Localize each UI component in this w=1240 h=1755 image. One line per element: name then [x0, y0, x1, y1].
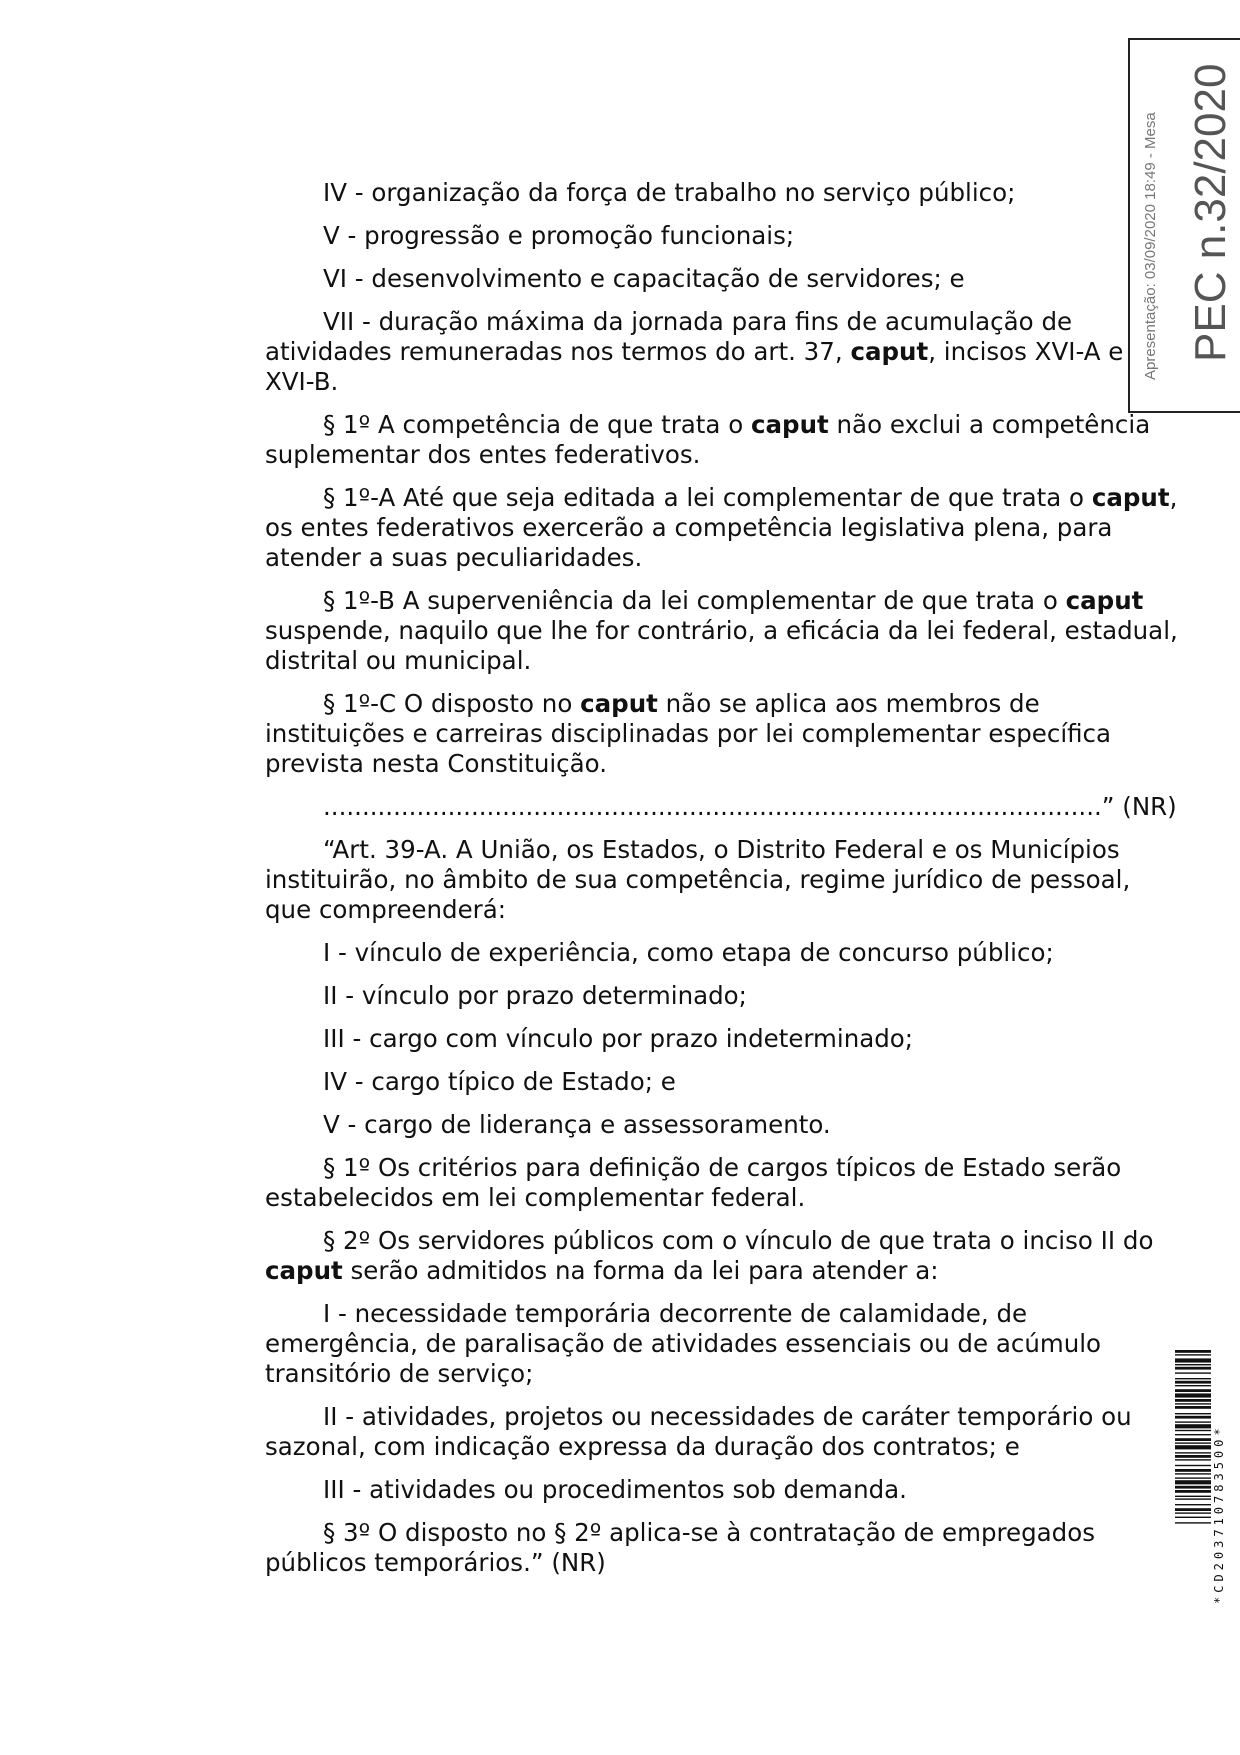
- bold-term: caput: [750, 410, 829, 439]
- barcode-bar: [1175, 1403, 1211, 1404]
- barcode-bar: [1175, 1372, 1211, 1373]
- barcode-bar: [1175, 1498, 1211, 1499]
- barcode-bar: [1175, 1469, 1211, 1472]
- barcode-bar: [1175, 1508, 1211, 1511]
- barcode-bar: [1175, 1496, 1211, 1497]
- barcode-bar: [1175, 1354, 1211, 1355]
- barcode-bar: [1175, 1350, 1211, 1353]
- barcode: [1175, 1350, 1211, 1602]
- paragraph: III - atividades ou procedimentos sob demanda.: [323, 1475, 907, 1504]
- bold-term: caput: [1065, 586, 1144, 615]
- paragraph: “Art. 39-A. A União, os Estados, o Distrito Federal e os Municípios instituirão, no âmbito de sua competência, regime jurídico de pessoal, que compreenderá:: [265, 835, 1131, 924]
- barcode-bar: [1175, 1522, 1211, 1523]
- barcode-bar: [1175, 1490, 1211, 1493]
- barcode-bar: [1175, 1421, 1211, 1422]
- barcode-text: *CD203710783500*: [1212, 1424, 1226, 1604]
- paragraph: IV - organização da força de trabalho no serviço público;: [323, 178, 1016, 207]
- barcode-bar: [1175, 1416, 1211, 1419]
- barcode-bar: [1175, 1389, 1211, 1392]
- paragraph: § 1º-A Até que seja editada a lei complementar de que trata o caput, os entes federativos exercerão a competência legislativa plena, para atender a suas peculiaridades.: [265, 483, 1178, 572]
- barcode-bar: [1175, 1473, 1211, 1474]
- bold-term: caput: [1091, 483, 1170, 512]
- paragraph: IV - cargo típico de Estado; e: [323, 1067, 676, 1096]
- paragraph: II - vínculo por prazo determinado;: [323, 981, 747, 1010]
- paragraph: § 1º Os critérios para definição de cargos típicos de Estado serão estabelecidos em lei complementar federal.: [265, 1153, 1122, 1212]
- barcode-bar: [1175, 1452, 1211, 1453]
- paragraph: I - vínculo de experiência, como etapa de concurso público;: [323, 938, 1054, 967]
- bold-term: caput: [850, 337, 929, 366]
- barcode-bar: [1175, 1442, 1211, 1443]
- barcode-bar: [1175, 1480, 1211, 1484]
- ellipsis-paragraph: ....................................................................................................” (NR): [323, 792, 1177, 821]
- paragraph: V - progressão e promoção funcionais;: [323, 221, 795, 250]
- document-body: [265, 178, 1180, 1591]
- barcode-bar: [1175, 1381, 1211, 1384]
- bold-term: caput: [265, 1256, 343, 1285]
- barcode-bar: [1175, 1434, 1211, 1435]
- paragraph: I - necessidade temporária decorrente de calamidade, de emergência, de paralisação de atividades essenciais ou de acúmulo transitório de serviço;: [265, 1299, 1102, 1388]
- stamp-document-number: PEC n.32/2020: [1186, 63, 1235, 362]
- paragraph: § 1º-B A superveniência da lei complementar de que trata o caput suspende, naquilo que lhe for contrário, a eficácia da lei federal, estadual, distrital ou municipal.: [265, 586, 1178, 675]
- paragraph: VII - duração máxima da jornada para fins de acumulação de atividades remuneradas nos termos do art. 37, caput, incisos XVI-A e XVI-B.: [265, 307, 1124, 396]
- barcode-bar: [1175, 1378, 1211, 1379]
- barcode-bar: [1175, 1477, 1211, 1478]
- stamp-date-line: Apresentação: 03/09/2020 18:49 - Mesa: [1142, 112, 1159, 380]
- barcode-bar: [1175, 1364, 1211, 1365]
- paragraph: § 1º-C O disposto no caput não se aplica aos membros de instituições e carreiras disciplinadas por lei complementar específica prevista nesta Constituição.: [265, 689, 1112, 778]
- barcode-bar: [1175, 1406, 1211, 1409]
- barcode-bar: [1175, 1358, 1211, 1362]
- barcode-bar: [1175, 1430, 1211, 1431]
- barcode-bar: [1175, 1413, 1211, 1414]
- barcode-bar: [1175, 1465, 1211, 1466]
- barcode-bar: [1175, 1385, 1211, 1386]
- paragraph: V - cargo de liderança e assessoramento.: [323, 1110, 831, 1139]
- barcode-bar: [1175, 1455, 1211, 1458]
- barcode-bar: [1175, 1512, 1211, 1513]
- barcode-bar: [1175, 1504, 1211, 1505]
- barcode-bar: [1175, 1517, 1211, 1518]
- barcode-bar: [1175, 1393, 1211, 1397]
- paragraph: § 2º Os servidores públicos com o vínculo de que trata o inciso II do caput serão admitidos na forma da lei para atender a:: [265, 1226, 1154, 1285]
- paragraph: § 1º A competência de que trata o caput não exclui a competência suplementar dos entes federativos.: [265, 410, 1151, 469]
- bold-term: caput: [580, 689, 658, 718]
- barcode-bar: [1175, 1438, 1211, 1441]
- barcode-bar: [1175, 1424, 1211, 1428]
- barcode-bar: [1175, 1486, 1211, 1489]
- paragraph: § 3º O disposto no § 2º aplica-se à contratação de empregados públicos temporários.” (NR): [265, 1518, 1095, 1577]
- barcode-bar: [1175, 1399, 1211, 1402]
- paragraph: III - cargo com vínculo por prazo indeterminado;: [323, 1024, 914, 1053]
- barcode-bar: [1175, 1445, 1211, 1449]
- paragraph: II - atividades, projetos ou necessidades de caráter temporário ou sazonal, com indicação expressa da duração dos contratos; e: [265, 1402, 1132, 1461]
- paragraph: VI - desenvolvimento e capacitação de servidores; e: [323, 264, 965, 293]
- barcode-bar: [1175, 1367, 1211, 1370]
- barcode-bar: [1175, 1459, 1211, 1460]
